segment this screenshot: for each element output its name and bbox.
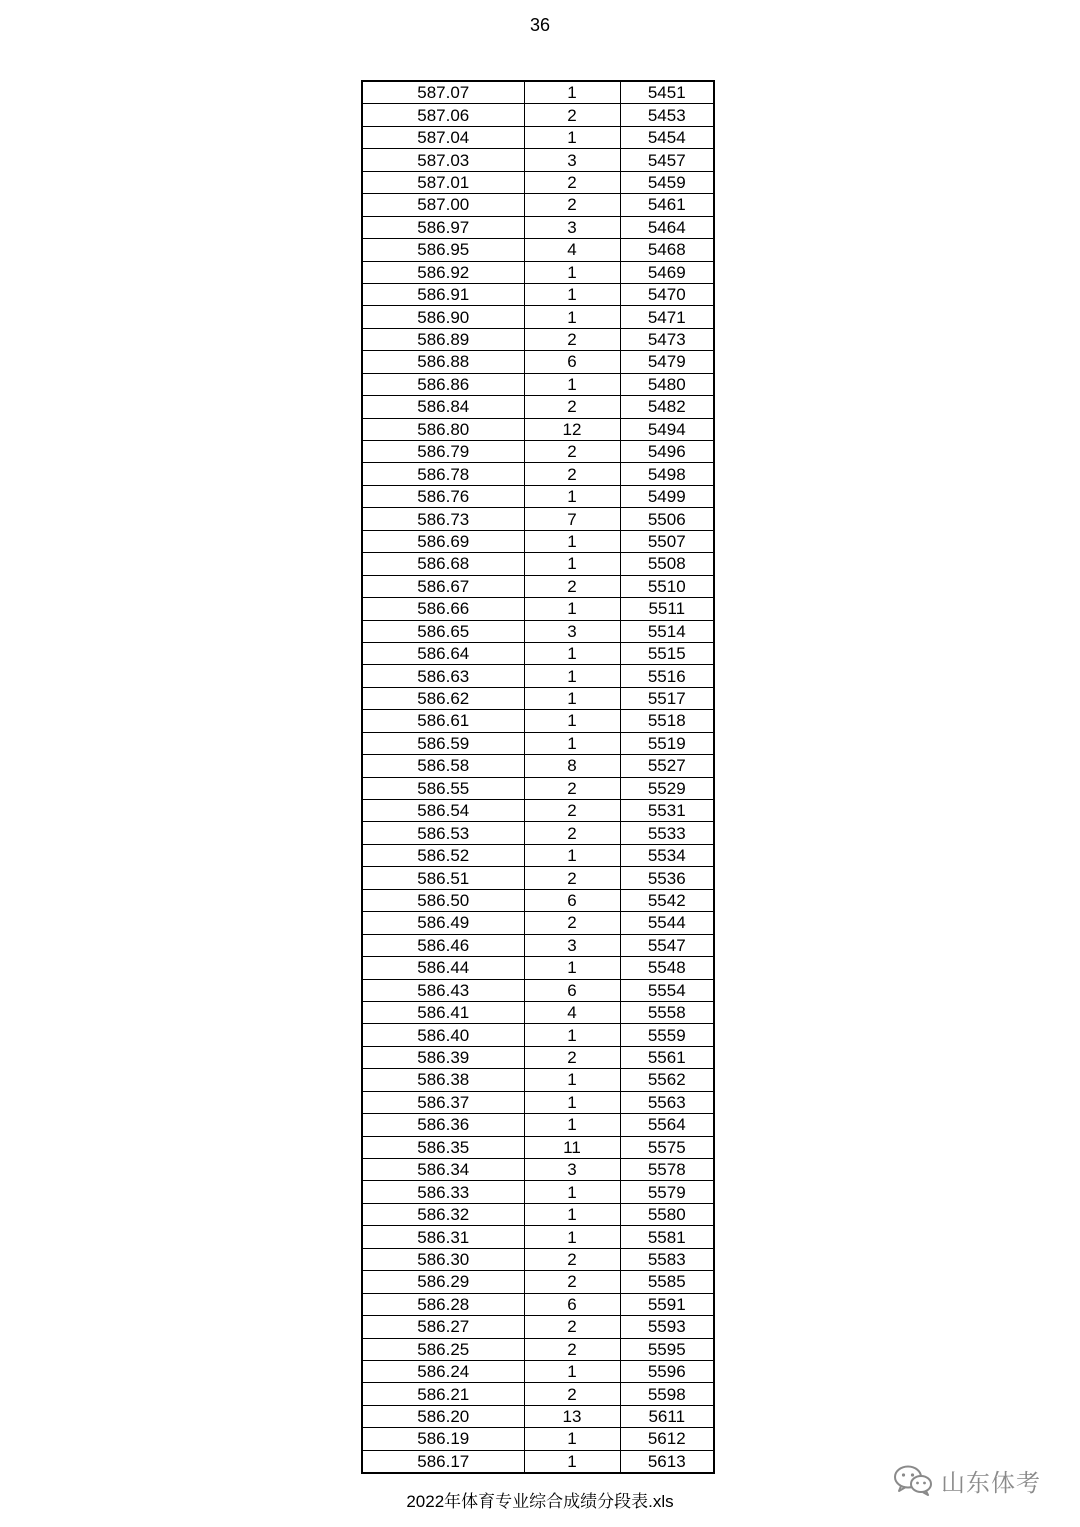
score-cell: 586.32 <box>362 1203 524 1225</box>
score-cell: 586.66 <box>362 598 524 620</box>
table-row <box>362 979 714 1001</box>
score-cell: 586.51 <box>362 867 524 889</box>
score-cell: 586.55 <box>362 777 524 799</box>
count-cell: 2 <box>524 1271 620 1293</box>
score-cell: 586.38 <box>362 1069 524 1091</box>
count-cell: 1 <box>524 1091 620 1113</box>
count-cell: 2 <box>524 396 620 418</box>
count-cell: 2 <box>524 777 620 799</box>
table-row <box>362 171 714 193</box>
cumulative-cell: 5558 <box>620 1001 714 1023</box>
cumulative-cell: 5596 <box>620 1360 714 1382</box>
table-row <box>362 1271 714 1293</box>
cumulative-cell: 5583 <box>620 1248 714 1270</box>
table-row <box>362 283 714 305</box>
cumulative-cell: 5575 <box>620 1136 714 1158</box>
table-row <box>362 418 714 440</box>
cumulative-cell: 5518 <box>620 710 714 732</box>
score-cell: 586.41 <box>362 1001 524 1023</box>
score-cell: 587.03 <box>362 149 524 171</box>
table-row <box>362 1181 714 1203</box>
score-cell: 586.28 <box>362 1293 524 1315</box>
table-row <box>362 1316 714 1338</box>
cumulative-cell: 5519 <box>620 732 714 754</box>
score-cell: 586.53 <box>362 822 524 844</box>
cumulative-cell: 5562 <box>620 1069 714 1091</box>
table-row <box>362 1159 714 1181</box>
cumulative-cell: 5506 <box>620 508 714 530</box>
cumulative-cell: 5547 <box>620 934 714 956</box>
table-row <box>362 261 714 283</box>
count-cell: 13 <box>524 1405 620 1427</box>
cumulative-cell: 5468 <box>620 239 714 261</box>
cumulative-cell: 5464 <box>620 216 714 238</box>
table-row <box>362 1450 714 1473</box>
count-cell: 1 <box>524 1181 620 1203</box>
score-cell: 586.43 <box>362 979 524 1001</box>
count-cell: 1 <box>524 687 620 709</box>
count-cell: 1 <box>524 283 620 305</box>
table-row <box>362 598 714 620</box>
table-row <box>362 889 714 911</box>
count-cell: 2 <box>524 328 620 350</box>
table-row <box>362 373 714 395</box>
count-cell: 3 <box>524 149 620 171</box>
count-cell: 1 <box>524 598 620 620</box>
cumulative-cell: 5479 <box>620 351 714 373</box>
count-cell: 1 <box>524 1428 620 1450</box>
count-cell: 3 <box>524 934 620 956</box>
count-cell: 1 <box>524 1226 620 1248</box>
table-row <box>362 485 714 507</box>
score-cell: 586.69 <box>362 530 524 552</box>
cumulative-cell: 5508 <box>620 553 714 575</box>
count-cell: 2 <box>524 1046 620 1068</box>
count-cell: 1 <box>524 126 620 148</box>
table-row <box>362 710 714 732</box>
score-cell: 587.00 <box>362 194 524 216</box>
table-row <box>362 934 714 956</box>
table-row <box>362 800 714 822</box>
cumulative-cell: 5473 <box>620 328 714 350</box>
cumulative-cell: 5496 <box>620 441 714 463</box>
count-cell: 2 <box>524 800 620 822</box>
count-cell: 1 <box>524 710 620 732</box>
cumulative-cell: 5542 <box>620 889 714 911</box>
cumulative-cell: 5457 <box>620 149 714 171</box>
table-row <box>362 1136 714 1158</box>
cumulative-cell: 5595 <box>620 1338 714 1360</box>
cumulative-cell: 5529 <box>620 777 714 799</box>
score-cell: 586.25 <box>362 1338 524 1360</box>
table-row <box>362 104 714 126</box>
count-cell: 1 <box>524 373 620 395</box>
score-cell: 586.30 <box>362 1248 524 1270</box>
cumulative-cell: 5515 <box>620 642 714 664</box>
score-cell: 586.90 <box>362 306 524 328</box>
table-row <box>362 844 714 866</box>
cumulative-cell: 5471 <box>620 306 714 328</box>
table-row <box>362 687 714 709</box>
cumulative-cell: 5598 <box>620 1383 714 1405</box>
cumulative-cell: 5579 <box>620 1181 714 1203</box>
cumulative-cell: 5613 <box>620 1450 714 1473</box>
score-cell: 586.76 <box>362 485 524 507</box>
table-row <box>362 1001 714 1023</box>
count-cell: 4 <box>524 239 620 261</box>
table-row <box>362 1293 714 1315</box>
cumulative-cell: 5480 <box>620 373 714 395</box>
score-cell: 586.91 <box>362 283 524 305</box>
table-row <box>362 81 714 104</box>
score-cell: 586.50 <box>362 889 524 911</box>
cumulative-cell: 5593 <box>620 1316 714 1338</box>
table-row <box>362 912 714 934</box>
table-row <box>362 530 714 552</box>
score-cell: 586.68 <box>362 553 524 575</box>
table-row <box>362 1203 714 1225</box>
score-cell: 586.54 <box>362 800 524 822</box>
page-number: 36 <box>529 15 551 35</box>
score-cell: 586.19 <box>362 1428 524 1450</box>
cumulative-cell: 5559 <box>620 1024 714 1046</box>
table-row <box>362 867 714 889</box>
score-cell: 586.34 <box>362 1159 524 1181</box>
cumulative-cell: 5580 <box>620 1203 714 1225</box>
count-cell: 1 <box>524 485 620 507</box>
count-cell: 8 <box>524 755 620 777</box>
score-cell: 586.35 <box>362 1136 524 1158</box>
table-row <box>362 239 714 261</box>
score-cell: 586.61 <box>362 710 524 732</box>
score-cell: 586.64 <box>362 642 524 664</box>
table-row <box>362 1226 714 1248</box>
table-row <box>362 149 714 171</box>
table-row <box>362 1248 714 1270</box>
table-row <box>362 1114 714 1136</box>
count-cell: 2 <box>524 867 620 889</box>
score-cell: 586.89 <box>362 328 524 350</box>
score-cell: 586.37 <box>362 1091 524 1113</box>
cumulative-cell: 5581 <box>620 1226 714 1248</box>
score-cell: 586.29 <box>362 1271 524 1293</box>
score-cell: 586.24 <box>362 1360 524 1382</box>
count-cell: 2 <box>524 194 620 216</box>
count-cell: 6 <box>524 979 620 1001</box>
table-row <box>362 1360 714 1382</box>
score-cell: 586.95 <box>362 239 524 261</box>
count-cell: 1 <box>524 642 620 664</box>
score-cell: 586.86 <box>362 373 524 395</box>
count-cell: 1 <box>524 665 620 687</box>
table-row <box>362 957 714 979</box>
score-cell: 587.07 <box>362 81 524 104</box>
score-cell: 586.39 <box>362 1046 524 1068</box>
table-body <box>362 81 714 1473</box>
count-cell: 1 <box>524 1024 620 1046</box>
table-row <box>362 1405 714 1427</box>
count-cell: 2 <box>524 441 620 463</box>
score-cell: 586.65 <box>362 620 524 642</box>
cumulative-cell: 5470 <box>620 283 714 305</box>
table-row <box>362 1046 714 1068</box>
count-cell: 12 <box>524 418 620 440</box>
table-row <box>362 553 714 575</box>
cumulative-cell: 5554 <box>620 979 714 1001</box>
cumulative-cell: 5536 <box>620 867 714 889</box>
cumulative-cell: 5591 <box>620 1293 714 1315</box>
cumulative-cell: 5561 <box>620 1046 714 1068</box>
score-cell: 586.97 <box>362 216 524 238</box>
table-row <box>362 822 714 844</box>
table-row <box>362 306 714 328</box>
footer-filename: 2022年体育专业综合成绩分段表.xls <box>406 1492 674 1511</box>
count-cell: 2 <box>524 1248 620 1270</box>
count-cell: 1 <box>524 1069 620 1091</box>
cumulative-cell: 5611 <box>620 1405 714 1427</box>
cumulative-cell: 5578 <box>620 1159 714 1181</box>
cumulative-cell: 5454 <box>620 126 714 148</box>
score-cell: 586.84 <box>362 396 524 418</box>
score-cell: 586.17 <box>362 1450 524 1473</box>
score-cell: 586.67 <box>362 575 524 597</box>
cumulative-cell: 5451 <box>620 81 714 104</box>
table-row <box>362 1024 714 1046</box>
count-cell: 2 <box>524 104 620 126</box>
cumulative-cell: 5510 <box>620 575 714 597</box>
score-cell: 586.52 <box>362 844 524 866</box>
table-row <box>362 463 714 485</box>
score-cell: 586.88 <box>362 351 524 373</box>
count-cell: 1 <box>524 553 620 575</box>
table-row <box>362 126 714 148</box>
count-cell: 2 <box>524 1316 620 1338</box>
count-cell: 1 <box>524 261 620 283</box>
cumulative-cell: 5612 <box>620 1428 714 1450</box>
table-row <box>362 1383 714 1405</box>
cumulative-cell: 5461 <box>620 194 714 216</box>
count-cell: 2 <box>524 822 620 844</box>
score-cell: 586.33 <box>362 1181 524 1203</box>
score-cell: 586.79 <box>362 441 524 463</box>
cumulative-cell: 5548 <box>620 957 714 979</box>
count-cell: 3 <box>524 620 620 642</box>
score-cell: 586.59 <box>362 732 524 754</box>
table-row <box>362 1069 714 1091</box>
count-cell: 3 <box>524 216 620 238</box>
cumulative-cell: 5453 <box>620 104 714 126</box>
cumulative-cell: 5514 <box>620 620 714 642</box>
table-row <box>362 194 714 216</box>
count-cell: 2 <box>524 463 620 485</box>
score-distribution-table <box>361 80 715 1474</box>
count-cell: 1 <box>524 1450 620 1473</box>
cumulative-cell: 5459 <box>620 171 714 193</box>
table-row <box>362 665 714 687</box>
count-cell: 2 <box>524 912 620 934</box>
score-cell: 586.21 <box>362 1383 524 1405</box>
count-cell: 6 <box>524 351 620 373</box>
table-row <box>362 642 714 664</box>
cumulative-cell: 5482 <box>620 396 714 418</box>
count-cell: 1 <box>524 844 620 866</box>
table-row <box>362 328 714 350</box>
cumulative-cell: 5533 <box>620 822 714 844</box>
cumulative-cell: 5494 <box>620 418 714 440</box>
score-cell: 586.36 <box>362 1114 524 1136</box>
count-cell: 2 <box>524 1338 620 1360</box>
count-cell: 11 <box>524 1136 620 1158</box>
cumulative-cell: 5534 <box>620 844 714 866</box>
count-cell: 6 <box>524 1293 620 1315</box>
cumulative-cell: 5564 <box>620 1114 714 1136</box>
count-cell: 1 <box>524 957 620 979</box>
table-row <box>362 396 714 418</box>
score-cell: 586.78 <box>362 463 524 485</box>
table-row <box>362 216 714 238</box>
score-cell: 586.62 <box>362 687 524 709</box>
table-row <box>362 732 714 754</box>
count-cell: 2 <box>524 575 620 597</box>
cumulative-cell: 5517 <box>620 687 714 709</box>
count-cell: 1 <box>524 1114 620 1136</box>
count-cell: 7 <box>524 508 620 530</box>
table-row <box>362 755 714 777</box>
cumulative-cell: 5507 <box>620 530 714 552</box>
table-row <box>362 351 714 373</box>
count-cell: 6 <box>524 889 620 911</box>
count-cell: 2 <box>524 1383 620 1405</box>
count-cell: 1 <box>524 530 620 552</box>
score-cell: 586.20 <box>362 1405 524 1427</box>
table-row <box>362 441 714 463</box>
count-cell: 1 <box>524 1360 620 1382</box>
score-cell: 587.06 <box>362 104 524 126</box>
score-cell: 587.04 <box>362 126 524 148</box>
score-cell: 586.80 <box>362 418 524 440</box>
score-cell: 586.63 <box>362 665 524 687</box>
cumulative-cell: 5499 <box>620 485 714 507</box>
watermark-text: 山东体考 <box>941 1469 1041 1497</box>
cumulative-cell: 5469 <box>620 261 714 283</box>
count-cell: 1 <box>524 732 620 754</box>
table-row <box>362 620 714 642</box>
cumulative-cell: 5498 <box>620 463 714 485</box>
cumulative-cell: 5544 <box>620 912 714 934</box>
cumulative-cell: 5516 <box>620 665 714 687</box>
score-cell: 586.44 <box>362 957 524 979</box>
count-cell: 4 <box>524 1001 620 1023</box>
count-cell: 1 <box>524 1203 620 1225</box>
cumulative-cell: 5585 <box>620 1271 714 1293</box>
score-cell: 586.31 <box>362 1226 524 1248</box>
count-cell: 1 <box>524 306 620 328</box>
score-cell: 586.27 <box>362 1316 524 1338</box>
score-cell: 587.01 <box>362 171 524 193</box>
cumulative-cell: 5563 <box>620 1091 714 1113</box>
count-cell: 2 <box>524 171 620 193</box>
cumulative-cell: 5527 <box>620 755 714 777</box>
table-row <box>362 508 714 530</box>
table-row <box>362 575 714 597</box>
count-cell: 1 <box>524 81 620 104</box>
cumulative-cell: 5531 <box>620 800 714 822</box>
score-cell: 586.58 <box>362 755 524 777</box>
score-cell: 586.46 <box>362 934 524 956</box>
score-cell: 586.40 <box>362 1024 524 1046</box>
table-row <box>362 777 714 799</box>
count-cell: 3 <box>524 1159 620 1181</box>
cumulative-cell: 5511 <box>620 598 714 620</box>
table-row <box>362 1428 714 1450</box>
score-cell: 586.49 <box>362 912 524 934</box>
score-cell: 586.92 <box>362 261 524 283</box>
score-cell: 586.73 <box>362 508 524 530</box>
table-row <box>362 1091 714 1113</box>
table-row <box>362 1338 714 1360</box>
